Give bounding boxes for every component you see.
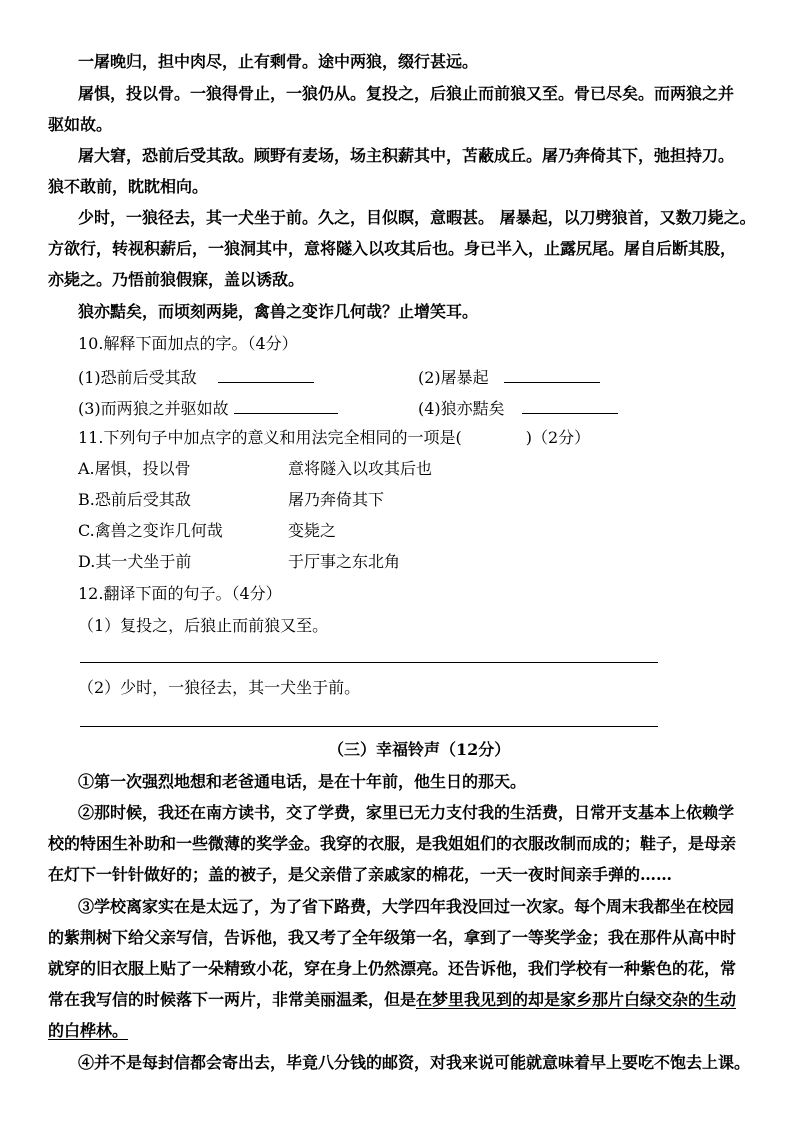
passage-p1: 一屠晚归，担中肉尽，止有剩骨。途中两狼，缀行甚远。 xyxy=(78,52,479,71)
s3-para3-line5 xyxy=(48,1021,128,1041)
q10-stem: 10.解释下面加点的字。（4分） xyxy=(78,334,298,353)
q10-answer-blank-2[interactable] xyxy=(504,366,600,383)
q10-answer-blank-1[interactable] xyxy=(218,366,314,383)
q12-sentence-2: （2）少时，一狼径去，其一犬坐于前。 xyxy=(78,678,361,697)
q11-option-d-left: D.其一犬坐于前 xyxy=(78,552,192,571)
s3-underlined-sentence-end: 的白桦林。 xyxy=(48,1021,129,1040)
q11-option-c-left: C.禽兽之变诈几何哉 xyxy=(78,521,223,540)
passage-p2-line1: 屠惧，投以骨。一狼得骨止，一狼仍从。复投之，后狼止而前狼又至。骨已尽矣。而两狼之并 xyxy=(78,84,735,103)
s3-para3-line4-plain: 常在我写信的时候落下一两片，非常美丽温柔，但是 xyxy=(48,990,417,1009)
q10-answer-blank-4[interactable] xyxy=(522,397,618,414)
q11-option-d-right: 于厅事之东北角 xyxy=(288,552,401,571)
s3-para3-line3: 就穿的旧衣服上贴了一朵精致小花，穿在身上仍然漂亮。还告诉他，我们学校有一种紫色的花，常 xyxy=(48,959,737,978)
q10-item-1-label: (1)恐前后受其敌 xyxy=(78,368,197,387)
s3-para2-line2: 校的特困生补助和一些微薄的奖学金。我穿的衣服，是我姐姐们的衣服改制而成的；鞋子，是母亲 xyxy=(48,834,737,853)
s3-para3-line4 xyxy=(48,990,736,1010)
q11-option-b-right: 屠乃奔倚其下 xyxy=(288,490,385,509)
passage-p3-line2: 狼不敢前，眈眈相向。 xyxy=(48,177,209,196)
q11-option-a-left: A.屠惧，投以骨 xyxy=(78,459,191,478)
q10-item-2 xyxy=(418,366,600,388)
q11-option-a-right: 意将隧入以攻其后也 xyxy=(288,459,433,478)
s3-para2-line1: ②那时候，我还在南方读书，交了学费，家里已无力支付我的生活费，日常开支基本上依赖学 xyxy=(78,803,735,822)
q11-stem-text: 11.下列句子中加点字的意义和用法完全相同的一项是( xyxy=(78,428,462,447)
q12-stem: 12.翻译下面的句子。（4分） xyxy=(78,584,282,603)
q10-item-4-label: (4)狼亦黠矣 xyxy=(418,399,505,418)
q12-sentence-1: （1）复投之，后狼止而前狼又至。 xyxy=(78,616,329,635)
passage-p5: 狼亦黠矣，而顷刻两毙，禽兽之变诈几何哉？止增笑耳。 xyxy=(78,302,479,321)
s3-para2-line3: 在灯下一针针做好的；盖的被子，是父亲借了亲戚家的棉花，一天一夜时间亲手弹的…… xyxy=(48,865,673,884)
q10-item-1 xyxy=(78,366,314,388)
section-3-title: （三）幸福铃声（12分） xyxy=(328,740,511,759)
passage-p3-line1: 屠大窘，恐前后受其敌。顾野有麦场，场主积薪其中，苫蔽成丘。屠乃奔倚其下，弛担持刀。 xyxy=(78,146,735,165)
q11-stem xyxy=(78,428,590,448)
q11-option-c-right: 变毙之 xyxy=(288,521,337,540)
s3-para1: ①第一次强烈地想和老爸通电话，是在十年前，他生日的那天。 xyxy=(78,772,527,791)
s3-underlined-sentence: 在梦里我见到的却是家乡那片白绿交杂的生动 xyxy=(416,990,737,1009)
q10-item-2-label: (2)屠暴起 xyxy=(418,368,489,387)
q10-item-3-label: (3)而两狼之并驱如故 xyxy=(78,399,229,418)
s3-para4: ④并不是每封信都会寄出去，毕竟八分钱的邮资，对我来说可能就意味着早上要吃不饱去上课。 xyxy=(78,1053,751,1072)
q10-answer-blank-3[interactable] xyxy=(234,397,338,414)
passage-p4-line3: 亦毙之。乃悟前狼假寐，盖以诱敌。 xyxy=(48,270,305,289)
q11-stem-score: )（2分） xyxy=(525,428,591,447)
s3-para3-line2: 的紫荆树下给父亲写信，告诉他，我又考了全年级第一名，拿到了一等奖学金；我在那件从高中时 xyxy=(48,928,737,947)
passage-p2-line2: 驱如故。 xyxy=(48,115,113,134)
s3-para3-line1: ③学校离家实在是太远了，为了省下路费，大学四年我没回过一次家。每个周末我都坐在校园 xyxy=(78,897,735,916)
q10-item-3 xyxy=(78,397,338,419)
passage-p4-line1: 少时，一狼径去，其一犬坐于前。久之，目似瞑，意暇甚。 屠暴起，以刀劈狼首，又数刀毙之。 xyxy=(78,208,756,227)
q12-answer-line-1[interactable] xyxy=(80,662,658,663)
q11-option-b-left: B.恐前后受其敌 xyxy=(78,490,191,509)
passage-p4-line2: 方欲行，转视积薪后，一狼洞其中，意将隧入以攻其后也。身已半入，止露尻尾。屠自后断其股， xyxy=(48,239,737,258)
q10-item-4 xyxy=(418,397,618,419)
q12-answer-line-2[interactable] xyxy=(80,726,658,727)
